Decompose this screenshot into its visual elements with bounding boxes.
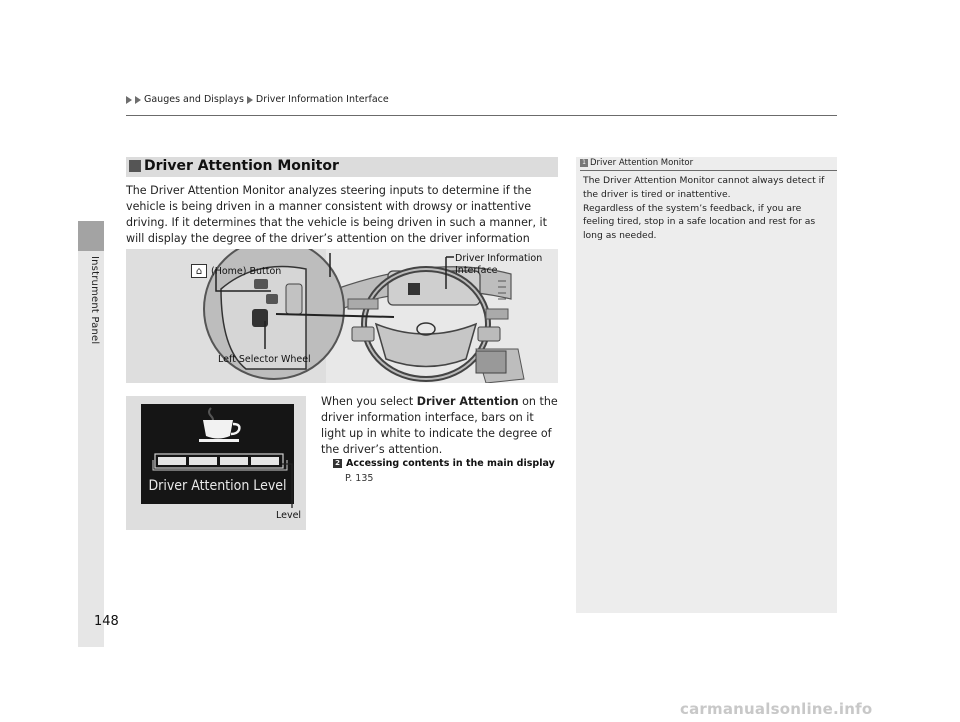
sidebar-tab [78,221,104,251]
breadcrumb-arrow-icon [247,96,253,104]
left-selector-wheel-label: Left Selector Wheel [218,354,311,365]
breadcrumb-arrow-icon [126,96,132,104]
dii-label-line1: Driver Information [455,253,543,264]
section-title [129,158,339,174]
dii-label-line2: Interface [455,265,498,276]
home-button-label: (Home) Button [211,266,282,277]
note-body: The Driver Attention Monitor cannot always detect if the driver is tired or inattentive. Regardless of the system’s feedback, if you are feeling tired, stop in a safe location and rest for as long as needed. [583,175,825,242]
home-icon: ⌂ [191,264,207,278]
xref-page[interactable]: P. 135 [345,473,374,484]
breadcrumb [126,94,389,105]
section-title-text: Driver Attention Monitor [144,158,339,174]
attention-screen-text: Driver Attention Level [148,478,287,494]
note-marker-icon: 1 [580,159,588,167]
attention-bar [189,457,217,465]
breadcrumb-arrow-icon [135,96,141,104]
attention-bars [158,457,279,465]
attention-bar [220,457,248,465]
header-rule [126,115,837,116]
note-rule [580,170,837,171]
watermark: carmanualsonline.info [680,700,873,718]
attention-bar [158,457,186,465]
body-paragraph-2: When you select Driver Attention on the driver information interface, bars on it light up in white to indicate the degree of the driver’s attention. [321,395,558,456]
sidebar-label: Instrument Panel [89,256,100,345]
xref-arrow-icon: 2 [333,459,342,468]
driver-attention-bold: Driver Attention [416,395,519,408]
level-label: Level [276,510,302,521]
note-heading-text: Driver Attention Monitor [590,158,694,168]
attention-bar [251,457,279,465]
note-heading [580,158,693,168]
xref-title[interactable]: Accessing contents in the main display [346,458,555,469]
breadcrumb-item-gauges[interactable]: Gauges and Displays [144,94,244,105]
section-square-icon [129,160,141,172]
level-callout-line [276,460,298,510]
breadcrumb-item-dii[interactable]: Driver Information Interface [255,94,389,105]
page-number: 148 [94,614,119,629]
cross-reference[interactable] [333,458,555,469]
intro-paragraph: The Driver Attention Monitor analyzes steering inputs to determine if the vehicle is being driven in a manner consistent with drowsy or inattentive driving. If it determines that the vehicle is being driven in such a manner, it will display the degree of the driver’s attention on the driver information [126,184,547,245]
